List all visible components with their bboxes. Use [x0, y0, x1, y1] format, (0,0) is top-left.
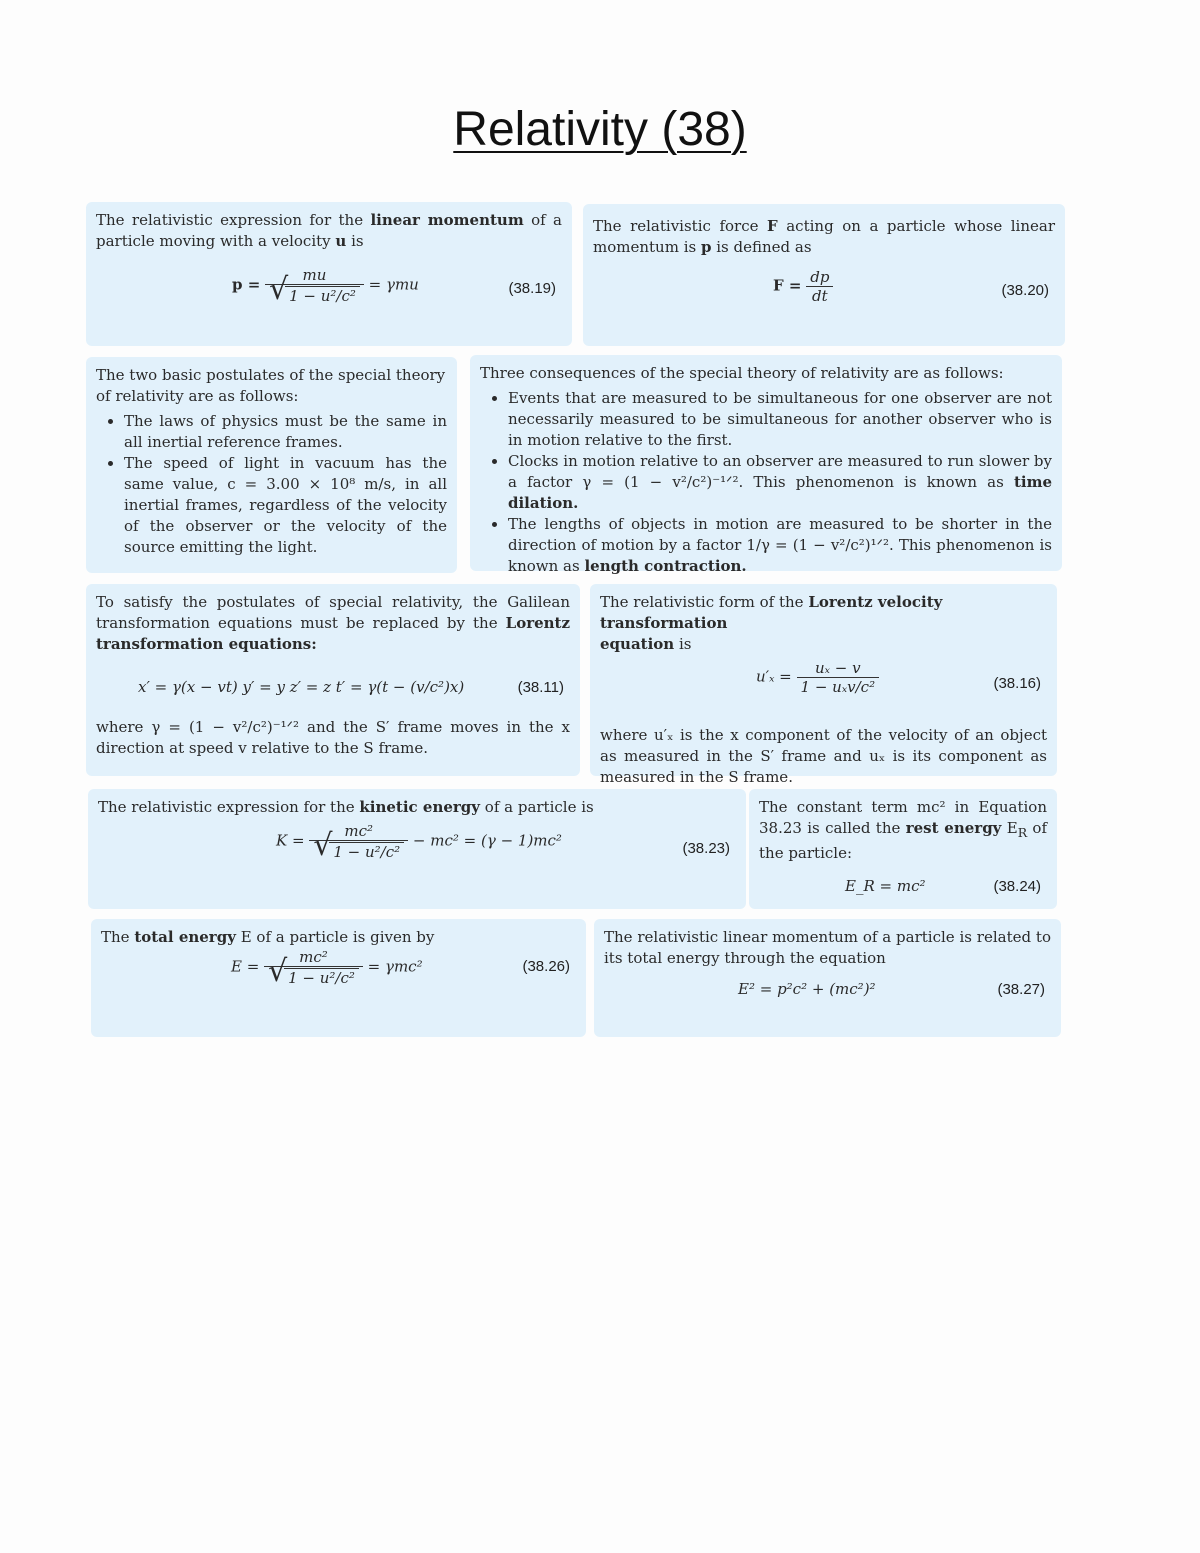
equation-number: (38.23)	[682, 840, 730, 857]
lorentz-equation: x′ = γ(x − vt) y′ = y z′ = z t′ = γ(t − (v/c²)x)	[138, 678, 465, 696]
equation-number: (38.27)	[997, 981, 1045, 998]
list-item: • The lengths of objects in motion are measured to be shorter in the direction of motion by a factor 1/γ = (1 − v²/c²)¹ᐟ². This phenomenon is known as length contraction.	[508, 514, 1052, 577]
equation-number: (38.26)	[522, 958, 570, 975]
total-equation: E = mc² √ 1 − u²/c² = γmc²	[231, 948, 423, 987]
momentum-equation: p = mu √ 1 − u²/c² = γmu	[232, 266, 419, 305]
force-text: The relativistic force F acting on a particle whose linear momentum is p is defined as	[593, 217, 1055, 256]
consequences-intro: Three consequences of the special theory of relativity are as follows:	[480, 364, 1004, 382]
total-text: The total energy E of a particle is given by	[101, 928, 435, 946]
momentum-text: The relativistic expression for the linear momentum of a particle moving with a velocity u is	[96, 211, 563, 250]
velocity-box	[590, 584, 1057, 786]
velocity-equation: u′ₓ = $\frac{\text{uₓ − v}}{\text{1 − uₓv/c²}}$	[756, 659, 879, 696]
consequences-list	[480, 388, 1052, 577]
list-item: • The speed of light in vacuum has the same value, c = 3.00 × 10⁸ m/s, in all inertial frames, regardless of the velocity of the observer or the velocity of the source emitting the light.	[124, 453, 447, 558]
consequences-box	[470, 355, 1062, 575]
velocity-after: where u′ₓ is the x component of the velocity of an object as measured in the S′ frame and uₓ is its component as measured in the S frame.	[600, 726, 1047, 786]
equation-number: (38.19)	[508, 280, 556, 297]
rest-text: The constant term mc² in Equation 38.23 is called the rest energy $E_R$ of the particle:	[759, 798, 1048, 862]
relation-equation: E² = p²c² + (mc²)²	[738, 980, 876, 998]
total-box	[91, 919, 586, 1037]
velocity-text: The relativistic form of the Lorentz velocity transformation equation is	[600, 593, 943, 653]
force-box	[583, 204, 1065, 346]
relation-box	[594, 919, 1061, 1037]
postulates-list	[96, 411, 447, 558]
lorentz-after: where γ = (1 − v²/c²)⁻¹ᐟ² and the S′ frame moves in the x direction at speed v relative to the S frame.	[96, 718, 570, 757]
rest-equation: E_R = mc²	[845, 877, 926, 895]
lorentz-box	[86, 584, 580, 776]
equation-number: (38.11)	[517, 679, 564, 696]
force-equation: F = $\frac{dp}{dt}$	[773, 268, 833, 305]
rest-box	[749, 789, 1057, 909]
kinetic-text: The relativistic expression for the kinetic energy of a particle is	[98, 798, 594, 816]
equation-number: (38.20)	[1001, 282, 1049, 299]
kinetic-box	[88, 789, 746, 909]
postulates-intro: The two basic postulates of the special theory of relativity are as follows:	[96, 366, 446, 405]
equation-number: (38.24)	[993, 878, 1041, 895]
postulates-box	[86, 357, 457, 573]
list-item: • The laws of physics must be the same in all inertial reference frames.	[124, 411, 447, 453]
page-title: Relativity (38)	[453, 103, 747, 156]
list-item: • Clocks in motion relative to an observer are measured to run slower by a factor γ = (1 − v²/c²)⁻¹ᐟ². This phenomenon is known as time dilation.	[508, 451, 1052, 514]
equation-number: (38.16)	[993, 675, 1041, 692]
momentum-box	[86, 202, 572, 346]
relation-text: The relativistic linear momentum of a particle is related to its total energy through the equation	[604, 928, 1051, 967]
list-item: • Events that are measured to be simultaneous for one observer are not necessarily measured to be simultaneous for another observer who is in motion relative to the first.	[508, 388, 1052, 451]
kinetic-equation: K = mc² √ 1 − u²/c² − mc² = (γ − 1)mc²	[276, 822, 562, 861]
lorentz-text: To satisfy the postulates of special relativity, the Galilean transformation equations must be replaced by the Lorentz transformation equations:	[96, 593, 570, 653]
